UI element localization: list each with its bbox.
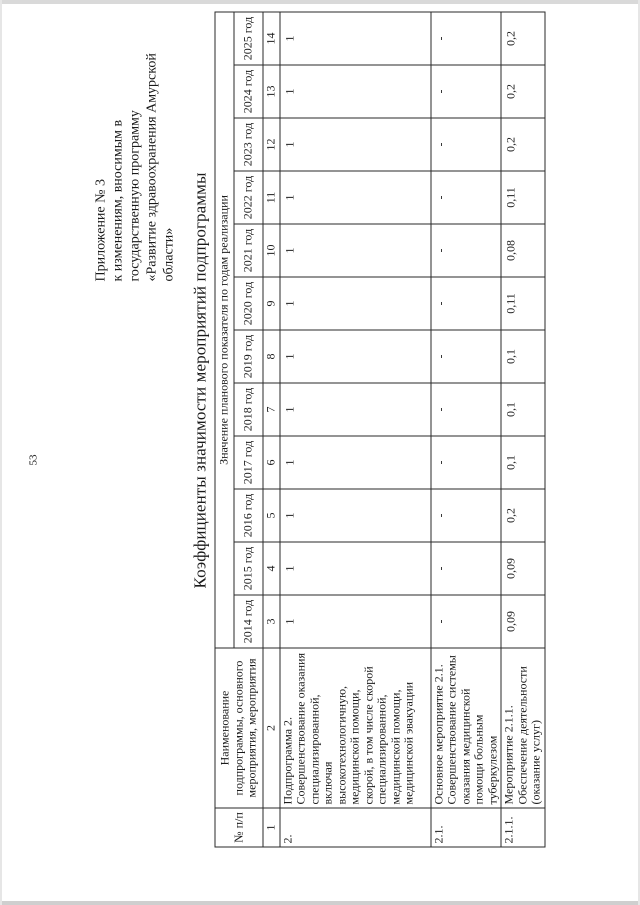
table-row xyxy=(279,11,430,846)
table-row xyxy=(501,11,545,846)
row-value: 1 xyxy=(279,542,430,595)
row-value: - xyxy=(430,489,501,542)
appendix-line: «Развитие здравоохранения Амурской xyxy=(144,52,159,281)
row-value: 1 xyxy=(279,224,430,277)
header-year: 2015 год xyxy=(234,542,263,595)
row-value: - xyxy=(430,595,501,648)
row-value: 1 xyxy=(279,171,430,224)
col-number: 13 xyxy=(263,65,280,118)
row-value: 0,1 xyxy=(501,436,545,489)
header-year: 2024 год xyxy=(234,65,263,118)
row-value: - xyxy=(430,118,501,171)
col-number: 10 xyxy=(263,224,280,277)
row-num: 2.1. xyxy=(430,808,501,847)
row-value: 1 xyxy=(279,436,430,489)
col-number: 7 xyxy=(263,383,280,436)
row-value: - xyxy=(430,65,501,118)
row-name: Мероприятие 2.1.1. Обеспечение деятельности (оказание услуг) xyxy=(501,648,545,808)
header-name: Наименование подпрограммы, основного мероприятия, мероприятия xyxy=(215,648,263,808)
header-values: Значение планового показателя по годам реализации xyxy=(215,11,234,647)
row-value: - xyxy=(430,542,501,595)
row-num: 2.1.1. xyxy=(501,808,545,847)
col-number: 9 xyxy=(263,277,280,330)
table-row xyxy=(430,11,501,846)
coefficients-table xyxy=(214,11,545,847)
appendix-note xyxy=(92,53,177,281)
header-num: № п/п xyxy=(215,808,263,847)
header-year: 2016 год xyxy=(234,489,263,542)
row-value: 0,08 xyxy=(501,224,545,277)
col-number: 11 xyxy=(263,171,280,224)
col-number: 3 xyxy=(263,595,280,648)
header-year: 2025 год xyxy=(234,11,263,64)
row-value: 0,09 xyxy=(501,542,545,595)
row-value: 1 xyxy=(279,489,430,542)
row-value: 1 xyxy=(279,277,430,330)
header-year: 2018 год xyxy=(234,383,263,436)
col-number: 12 xyxy=(263,118,280,171)
row-value: 0,11 xyxy=(501,171,545,224)
row-value: 1 xyxy=(279,118,430,171)
document-title: Коэффициенты значимости мероприятий подпрограммы xyxy=(190,172,209,588)
row-value: - xyxy=(430,436,501,489)
header-year: 2017 год xyxy=(234,436,263,489)
header-year: 2014 год xyxy=(234,595,263,648)
row-value: 0,1 xyxy=(501,330,545,383)
appendix-line: области» xyxy=(161,227,176,281)
col-number: 14 xyxy=(263,11,280,64)
appendix-line: к изменениям, вносимым в xyxy=(110,119,125,281)
row-value: 1 xyxy=(279,11,430,64)
col-number: 1 xyxy=(263,808,280,847)
column-numbers-row xyxy=(263,11,280,846)
col-number: 4 xyxy=(263,542,280,595)
header-year: 2022 год xyxy=(234,171,263,224)
row-value: - xyxy=(430,11,501,64)
row-name: Основное мероприятие 2.1. Совершенствование системы оказания медицинской помощи больным туберкулезом xyxy=(430,648,501,808)
row-value: 1 xyxy=(279,383,430,436)
appendix-line: Приложение № 3 xyxy=(93,178,108,281)
row-name: Подпрограмма 2. Совершенствование оказания специализированной, включая высокотехнологичную, медицинской помощи, скорой, в том числе скорой специализированной, медицинской помощи, медицинской эвакуации xyxy=(279,648,430,808)
row-value: 0,2 xyxy=(501,118,545,171)
row-value: 0,2 xyxy=(501,11,545,64)
row-value: - xyxy=(430,224,501,277)
row-value: 0,09 xyxy=(501,595,545,648)
header-year: 2020 год xyxy=(234,277,263,330)
header-year: 2023 год xyxy=(234,118,263,171)
row-value: 1 xyxy=(279,330,430,383)
page-number: 53 xyxy=(27,454,39,465)
row-value: - xyxy=(430,330,501,383)
row-value: 0,11 xyxy=(501,277,545,330)
col-number: 5 xyxy=(263,489,280,542)
row-value: 0,2 xyxy=(501,65,545,118)
header-year: 2021 год xyxy=(234,224,263,277)
row-value: - xyxy=(430,383,501,436)
appendix-line: государственную программу xyxy=(127,109,142,281)
row-value: 1 xyxy=(279,595,430,648)
col-number: 8 xyxy=(263,330,280,383)
header-year: 2019 год xyxy=(234,330,263,383)
header-row xyxy=(215,11,234,846)
row-num: 2. xyxy=(279,808,430,847)
col-number: 2 xyxy=(263,648,280,808)
row-value: - xyxy=(430,277,501,330)
row-value: 0,1 xyxy=(501,383,545,436)
col-number: 6 xyxy=(263,436,280,489)
row-value: - xyxy=(430,171,501,224)
row-value: 0,2 xyxy=(501,489,545,542)
row-value: 1 xyxy=(279,65,430,118)
